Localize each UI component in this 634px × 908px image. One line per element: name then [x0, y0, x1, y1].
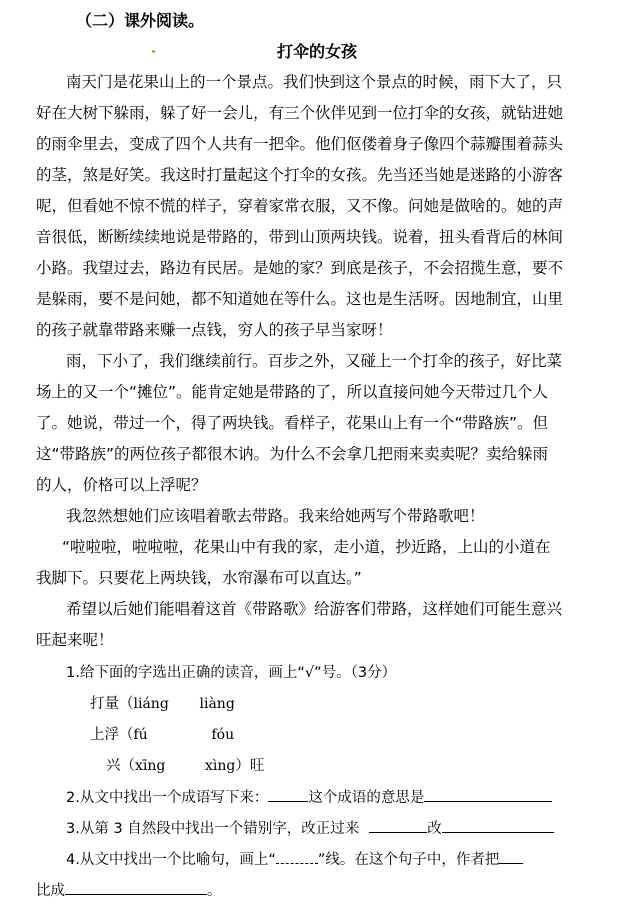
pinyin-option[interactable]: fóu	[211, 727, 235, 743]
paragraph-line: 旺起来呢！	[36, 631, 114, 649]
question-4-cont: 比成 。	[36, 880, 222, 901]
pinyin-option[interactable]: liáng	[133, 696, 169, 712]
paragraph-line: 是躲雨，要不是问她，都不知道她在等什么。这也是生活呀。因地制宜，山里	[36, 290, 564, 308]
paragraph-line: 的雨伞里去，变成了四个人共有一把伞。他们伛偻着身子像四个蒜瓣围着蒜头	[36, 135, 564, 153]
paragraph-line: 希望以后她们能唱着这首《带路歌》给游客们带路，这样她们可能生意兴	[66, 600, 563, 618]
paragraph-line: 的人，价格可以上浮呢？	[36, 476, 207, 494]
paragraph-line: 好在大树下躲雨，躲了好一会儿，有三个伙伴见到一位打伞的女孩，就钻进她	[36, 104, 564, 122]
paragraph-line: 小路。我望过去，路边有民居。是她的家？到底是孩子，不会招揽生意，要不	[36, 259, 564, 277]
wavy-line-sample	[276, 849, 318, 864]
pinyin-item: 上浮（fú fóu	[90, 727, 235, 743]
paragraph-line: 我忽然想她们应该唱着歌去带路。我来给她两写个带路歌吧！	[66, 507, 485, 525]
paragraph-line: 场上的又一个“摊位”。能肯定她是带路的了，所以直接问她今天带过几个人	[36, 383, 549, 401]
question-1: 1.给下面的字选出正确的读音，画上“√”号。（3分）	[66, 665, 397, 681]
pinyin-item: 兴（xīng xìng）旺	[106, 758, 265, 774]
answer-blank[interactable]	[65, 880, 207, 895]
question-3: 3.从第 3 自然段中找出一个错别字，改正过来 改	[66, 818, 554, 839]
check-mark: √	[304, 665, 315, 681]
pinyin-option[interactable]: xìng	[205, 758, 236, 774]
question-2: 2.从文中找出一个成语写下来： 这个成语的意思是	[66, 787, 552, 808]
pinyin-item: 打量（liáng liàng	[90, 696, 235, 712]
paragraph-line: 的茎，煞是好笑。我这时打量起这个打伞的女孩。先当还当她是迷路的小游客	[36, 166, 564, 184]
pinyin-option[interactable]: liàng	[199, 696, 235, 712]
answer-blank[interactable]	[499, 849, 523, 864]
paragraph-line: 的孩子就靠带路来赚一点钱，穷人的孩子早当家呀！	[36, 321, 393, 339]
song-line: 我脚下。只要花上两块钱，水帘瀑布可以直达。”	[36, 569, 362, 587]
pinyin-option[interactable]: xīng	[135, 758, 166, 774]
paragraph-line: 了。她说，带过一个，得了两块钱。看样子，花果山上有一个“带路族”。但	[36, 414, 549, 432]
answer-blank[interactable]	[442, 818, 554, 833]
answer-blank[interactable]	[369, 818, 427, 833]
paragraph-line: 音很低，断断续续地说是带路的，带到山顶两块钱。说着，扭头看背后的林间	[36, 228, 564, 246]
paragraph-line: 这“带路族”的两位孩子都很木讷。为什么不会拿几把雨来卖卖呢？卖给躲雨	[36, 445, 549, 463]
answer-blank[interactable]	[424, 787, 552, 802]
song-line: “啦啦啦，啦啦啦，花果山中有我的家，走小道，抄近路，上山的小道在	[62, 538, 551, 556]
paragraph-line: 呢，但看她不惊不慌的样子，穿着家常衣服，又不像。问她是做啥的。她的声	[36, 197, 564, 215]
pinyin-option[interactable]: fú	[133, 727, 148, 743]
paragraph-line: 南天门是花果山上的一个景点。我们快到这个景点的时候，雨下大了，只	[66, 73, 563, 91]
question-4: 4.从文中找出一个比喻句，画上“ ”线。在这个句子中，作者把	[66, 849, 523, 870]
section-heading: （二）课外阅读。	[76, 11, 205, 30]
story-title: 打伞的女孩	[276, 42, 357, 61]
answer-blank[interactable]	[268, 787, 308, 802]
paragraph-line: 雨，下小了，我们继续前行。百步之外，又碰上一个打伞的孩子，好比菜	[66, 352, 563, 370]
